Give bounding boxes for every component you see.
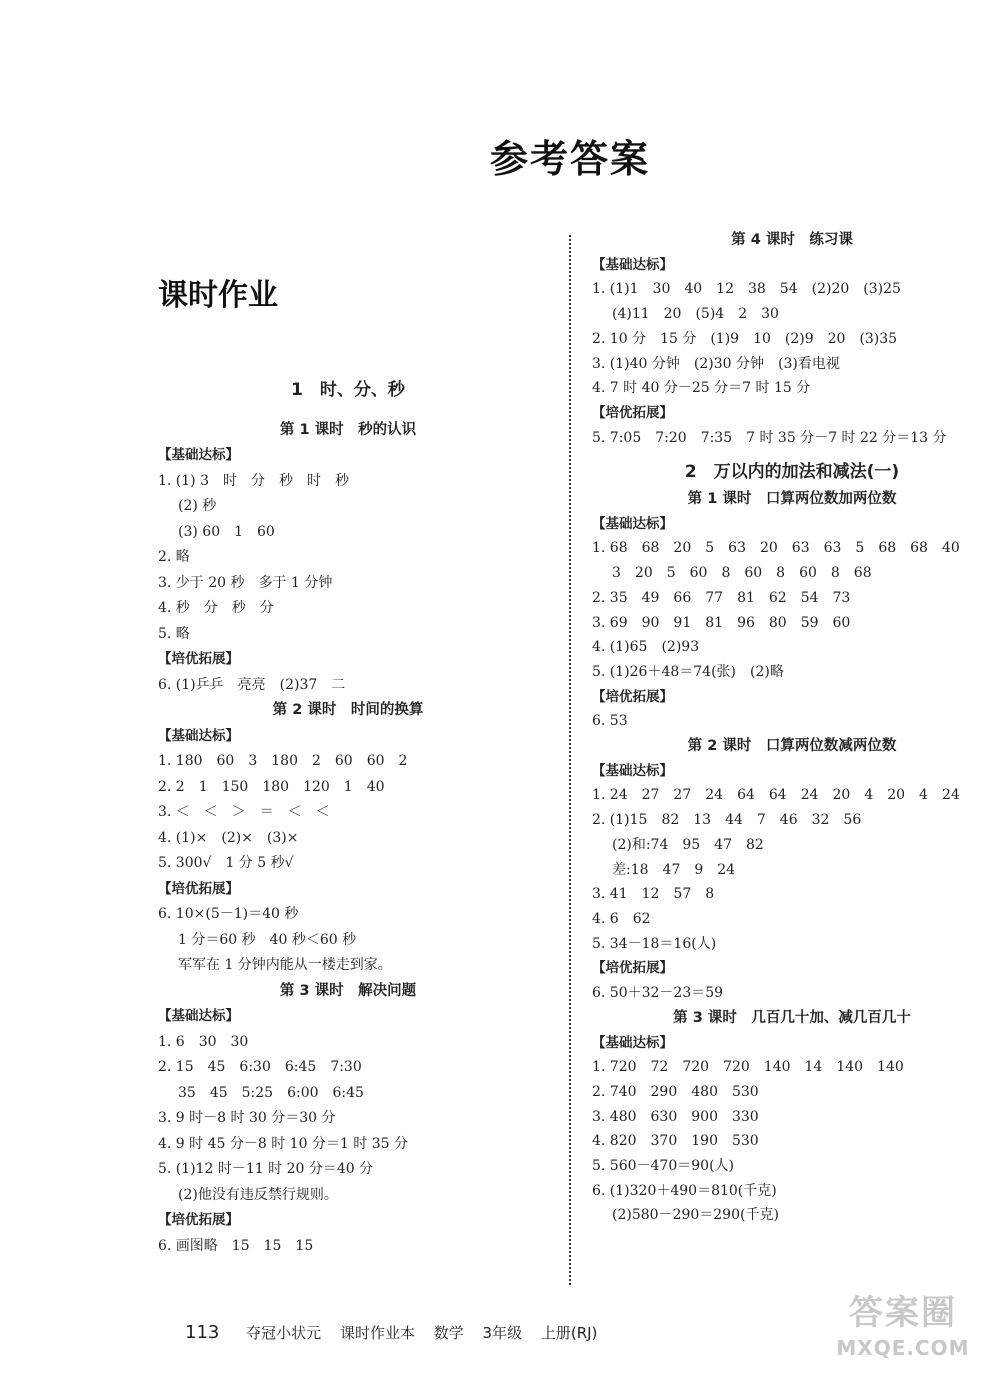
watermark-logo <box>818 1290 988 1378</box>
answer-line: 3. 少于 20 秒 多于 1 分钟 <box>158 574 333 591</box>
answer-line: (4)11 20 (5)4 2 30 <box>612 306 779 323</box>
block-tag: 【培优拓展】 <box>158 651 239 667</box>
footer <box>185 1322 611 1343</box>
subject-name: 数学 <box>433 1324 464 1342</box>
page-title: 参考答案 <box>489 137 650 181</box>
answer-line: 3. (1)40 分钟 (2)30 分钟 (3)看电视 <box>592 355 840 372</box>
series-name: 夺冠小状元 <box>246 1324 322 1342</box>
block-tag: 【基础达标】 <box>592 256 673 273</box>
answer-line: (2)他没有违反禁行规则。 <box>178 1186 338 1203</box>
answer-line: 6. 50＋32－23＝59 <box>592 985 724 1002</box>
volume-label: 上册(RJ) <box>540 1324 598 1342</box>
answer-line: 5. 300√ 1 分 5 秒√ <box>158 855 294 871</box>
answer-line: 4. 秒 分 秒 分 <box>158 600 274 616</box>
answer-line: (3) 60 1 60 <box>178 523 275 540</box>
answer-line: 5. 34－18＝16(人) <box>592 935 717 952</box>
block-tag: 【培优拓展】 <box>592 960 673 977</box>
answer-line: 1. 6 30 30 <box>158 1033 249 1050</box>
block-tag: 【基础达标】 <box>592 515 673 532</box>
section-title: 课时作业 <box>158 278 278 313</box>
answer-line: 3. 9 时－8 时 30 分＝30 分 <box>158 1110 336 1126</box>
left-column <box>158 374 538 1259</box>
unit-title: 1 时、分、秒 <box>291 380 405 400</box>
answer-line: 6. 画图略 15 15 15 <box>158 1237 314 1254</box>
answer-line: 2. 2 1 150 180 120 1 40 <box>158 778 385 795</box>
block-tag: 【基础达标】 <box>592 762 673 779</box>
answer-line: 4. 820 370 190 530 <box>592 1133 759 1150</box>
answer-line: 1. 720 72 720 720 140 14 140 140 <box>592 1059 904 1076</box>
answer-line: 5. (1)26＋48＝74(张) (2)略 <box>592 663 784 680</box>
lesson-title: 第 1 课时 口算两位数加两位数 <box>687 491 897 508</box>
grade-label: 3年级 <box>482 1324 523 1342</box>
block-tag: 【基础达标】 <box>158 1008 239 1024</box>
answer-line: 2. 740 290 480 530 <box>592 1083 759 1100</box>
block-tag: 【培优拓展】 <box>158 880 239 897</box>
book-name: 课时作业本 <box>339 1324 415 1342</box>
answer-line: 2. 略 <box>158 549 190 565</box>
answer-line: 1. (1) 3 时 分 秒 时 秒 <box>158 472 349 489</box>
column-divider <box>569 235 571 1285</box>
answer-line: 5. 560－470＝90(人) <box>592 1158 734 1175</box>
lesson-title: 第 3 课时 解决问题 <box>279 982 417 999</box>
page-number: 113 <box>185 1322 220 1343</box>
answer-line: 1. 180 60 3 180 2 60 60 2 <box>158 753 408 769</box>
answer-line: 35 45 5:25 6:00 6:45 <box>178 1084 364 1101</box>
lesson-title: 第 4 课时 练习课 <box>731 232 853 248</box>
answer-line: 3. ＜ ＜ ＞ ＝ ＜ ＜ <box>158 804 330 820</box>
block-tag: 【培优拓展】 <box>158 1212 239 1228</box>
answer-line: 3. 480 630 900 330 <box>592 1108 759 1125</box>
answer-line: 3. 41 12 57 8 <box>592 886 715 903</box>
lesson-title: 第 2 课时 时间的换算 <box>272 702 424 718</box>
answer-line: 2. 10 分 15 分 (1)9 10 (2)9 20 (3)35 <box>592 330 898 347</box>
block-tag: 【基础达标】 <box>592 1034 673 1051</box>
answer-line: 3. 69 90 91 81 96 80 59 60 <box>592 614 851 631</box>
answer-line: 4. 7 时 40 分－25 分＝7 时 15 分 <box>592 380 811 397</box>
answer-line: 5. 略 <box>158 625 190 642</box>
right-pre-lessons <box>592 228 992 450</box>
answer-line: 1 分＝60 秒 40 秒＜60 秒 <box>178 931 357 948</box>
left-lessons <box>158 418 538 1260</box>
answer-line: 3 20 5 60 8 60 8 60 8 68 <box>612 565 872 582</box>
answer-line: 6. (1)320＋490＝810(千克) <box>592 1182 777 1199</box>
answer-line: 1. (1)1 30 40 12 38 54 (2)20 (3)25 <box>592 281 901 298</box>
answer-line: 军军在 1 分钟内能从一楼走到家。 <box>178 957 392 973</box>
lesson-title: 第 2 课时 口算两位数减两位数 <box>687 738 897 755</box>
answer-line: (2)和:74 95 47 82 <box>612 836 764 853</box>
answer-line: (2) 秒 <box>178 498 217 514</box>
answer-line: 2. 35 49 66 77 81 62 54 73 <box>592 589 851 606</box>
answer-line: 6. (1)乒乒 亮亮 (2)37 二 <box>158 676 346 693</box>
answer-line: 差:18 47 9 24 <box>612 861 736 878</box>
block-tag: 【培优拓展】 <box>592 404 673 421</box>
answer-line: 5. (1)12 时－11 时 20 分＝40 分 <box>158 1161 374 1177</box>
answer-line: 1. 24 27 27 24 64 64 24 20 4 20 4 24 <box>592 787 960 804</box>
watermark-text: 答案圈 <box>849 1293 957 1333</box>
answer-line: 4. (1)65 (2)93 <box>592 639 700 656</box>
answer-line: 6. 53 <box>592 713 628 730</box>
answer-line: 6. 10×(5－1)＝40 秒 <box>158 906 299 922</box>
answer-line: 4. (1)× (2)× (3)× <box>158 829 299 846</box>
block-tag: 【培优拓展】 <box>592 688 673 705</box>
lesson-title: 第 3 课时 几百几十加、减几百几十 <box>673 1009 911 1026</box>
block-tag: 【基础达标】 <box>158 727 239 744</box>
watermark-url: MXQE.COM <box>836 1336 970 1360</box>
unit-title: 2 万以内的加法和减法(一) <box>684 462 900 483</box>
right-lessons <box>592 487 992 1228</box>
answer-line: (2)580－290＝290(千克) <box>612 1207 779 1224</box>
answer-line: 2. 15 45 6:30 6:45 7:30 <box>158 1059 362 1075</box>
lesson-title: 第 1 课时 秒的认识 <box>279 421 417 438</box>
answer-line: 4. 6 62 <box>592 910 651 927</box>
right-column <box>592 228 992 1228</box>
block-tag: 【基础达标】 <box>158 447 239 463</box>
answer-line: 1. 68 68 20 5 63 20 63 63 5 68 68 40 <box>592 540 960 557</box>
answer-line: 2. (1)15 82 13 44 7 46 32 56 <box>592 812 862 829</box>
answer-line: 5. 7:05 7:20 7:35 7 时 35 分－7 时 22 分＝13 分 <box>592 429 947 446</box>
answer-line: 4. 9 时 45 分－8 时 10 分＝1 时 35 分 <box>158 1135 409 1152</box>
